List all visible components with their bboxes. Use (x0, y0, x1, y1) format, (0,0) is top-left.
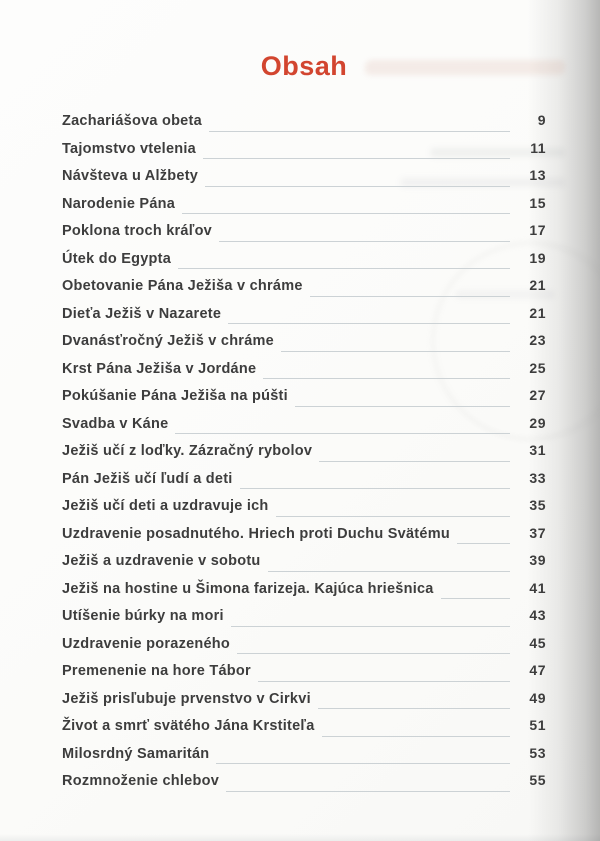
toc-entry-title: Tajomstvo vtelenia (62, 140, 196, 157)
leader-line (203, 158, 510, 159)
leader-line (226, 791, 510, 792)
toc-entry-title: Utíšenie búrky na mori (62, 608, 224, 624)
toc-entry-page-number: 33 (529, 469, 546, 486)
toc-entry-page-number: 35 (529, 497, 546, 513)
page-title: Obsah (260, 51, 348, 81)
toc-entry-title: Návšteva u Alžbety (62, 168, 199, 184)
toc-entry-page-number: 9 (537, 112, 546, 128)
toc-entry (62, 415, 546, 443)
toc-entry-page-number: 17 (529, 222, 546, 238)
leader-line (319, 461, 510, 462)
leader-line (178, 268, 510, 269)
leader-line (228, 323, 510, 324)
toc-entry-title: Svadba v Káne (62, 415, 169, 432)
toc-entry-title: Ježiš prisľubuje prvenstvo v Cirkvi (62, 690, 311, 707)
toc-entry-title: Dieťa Ježiš v Nazarete (62, 305, 222, 322)
leader-line (219, 241, 510, 242)
leader-line (281, 351, 510, 352)
toc-entry-title: Uzdravenie posadnutého. Hriech proti Duchu Svätému (62, 525, 450, 542)
toc-entry-title: Pán Ježiš učí ľudí a deti (62, 470, 233, 487)
toc-entry-page-number: 27 (529, 387, 546, 403)
toc-entry (62, 690, 546, 718)
toc-entry-title: Ježiš učí deti a uzdravuje ich (62, 498, 269, 514)
toc-entry (62, 470, 546, 498)
toc-entry-page-number: 47 (529, 662, 546, 678)
toc-entry-page-number: 29 (529, 414, 546, 431)
toc-entry (62, 552, 546, 580)
leader-line (310, 296, 510, 297)
toc-entry-title: Poklona troch kráľov (62, 223, 212, 239)
toc-entry-page-number: 43 (529, 607, 546, 623)
toc-entry (62, 772, 546, 800)
leader-line (322, 736, 510, 737)
toc-entry (62, 140, 546, 168)
leader-line (258, 681, 510, 682)
toc-entry (62, 607, 546, 635)
leader-line (182, 213, 510, 214)
toc-entry (62, 580, 546, 608)
leader-line (240, 488, 510, 489)
toc-entry-page-number: 13 (529, 167, 546, 183)
toc-entry-page-number: 53 (529, 744, 546, 761)
toc-entry-title: Krst Pána Ježiša v Jordáne (62, 360, 257, 377)
toc-entry (62, 662, 546, 690)
leader-line (318, 708, 510, 709)
toc-entry (62, 360, 546, 388)
toc-entry (62, 167, 546, 195)
leader-line (175, 433, 510, 434)
toc-entry-page-number: 51 (529, 717, 546, 733)
toc-entry-page-number: 55 (529, 772, 546, 788)
leader-line (268, 571, 510, 572)
toc-entry-page-number: 49 (529, 689, 546, 706)
toc-entry-page-number: 15 (529, 194, 546, 211)
toc-entry-page-number: 21 (529, 277, 546, 293)
toc-entry-page-number: 39 (529, 552, 546, 568)
leader-line (295, 406, 510, 407)
toc-entry-title: Útek do Egypta (62, 250, 172, 267)
toc-entry-title: Zachariášova obeta (62, 113, 202, 129)
toc-entry-title: Dvanásťročný Ježiš v chráme (62, 333, 274, 349)
toc-entry (62, 222, 546, 250)
leader-line (237, 653, 510, 654)
toc-entry-title: Narodenie Pána (62, 195, 176, 212)
toc-entry (62, 745, 546, 773)
toc-entry (62, 250, 546, 278)
toc-entry (62, 442, 546, 470)
toc-entry-title: Obetovanie Pána Ježiša v chráme (62, 278, 303, 294)
toc-entry (62, 635, 546, 663)
toc-entry-title: Ježiš na hostine u Šimona farizeja. Kajúca hriešnica (62, 580, 434, 597)
toc-entry-title: Pokúšanie Pána Ježiša na púšti (62, 388, 288, 404)
leader-line (276, 516, 510, 517)
toc-entry-page-number: 25 (529, 359, 546, 376)
toc-entry (62, 525, 546, 553)
toc-entry (62, 717, 546, 745)
toc-entry-title: Uzdravenie porazeného (62, 635, 231, 652)
toc-entry-title: Premenenie na hore Tábor (62, 663, 251, 679)
toc-entry-page-number: 21 (529, 304, 546, 321)
leader-line (209, 131, 510, 132)
toc-entry-page-number: 23 (529, 332, 546, 348)
toc-entry-title: Milosrdný Samaritán (62, 745, 210, 762)
leader-line (205, 186, 510, 187)
leader-line (441, 598, 510, 599)
toc-entry-title: Rozmnoženie chlebov (62, 773, 220, 789)
toc-entry (62, 277, 546, 305)
toc-entry-title: Ježiš učí z loďky. Zázračný rybolov (62, 443, 313, 459)
toc-entry-page-number: 37 (529, 524, 546, 541)
toc-entry (62, 305, 546, 333)
toc-entry-page-number: 11 (530, 139, 546, 156)
leader-line (231, 626, 510, 627)
leader-line (457, 543, 510, 544)
toc-entry (62, 497, 546, 525)
toc-entry-title: Ježiš a uzdravenie v sobotu (62, 553, 261, 569)
toc-entry (62, 195, 546, 223)
toc-entry-title: Život a smrť svätého Jána Krstiteľa (62, 718, 315, 734)
toc-entry-page-number: 31 (529, 442, 546, 458)
table-of-contents (62, 112, 546, 800)
leader-line (216, 763, 510, 764)
leader-line (263, 378, 510, 379)
toc-entry-page-number: 45 (529, 634, 546, 651)
toc-entry-page-number: 19 (529, 249, 546, 266)
toc-entry (62, 112, 546, 140)
toc-entry (62, 332, 546, 360)
toc-entry (62, 387, 546, 415)
toc-entry-page-number: 41 (529, 579, 546, 596)
